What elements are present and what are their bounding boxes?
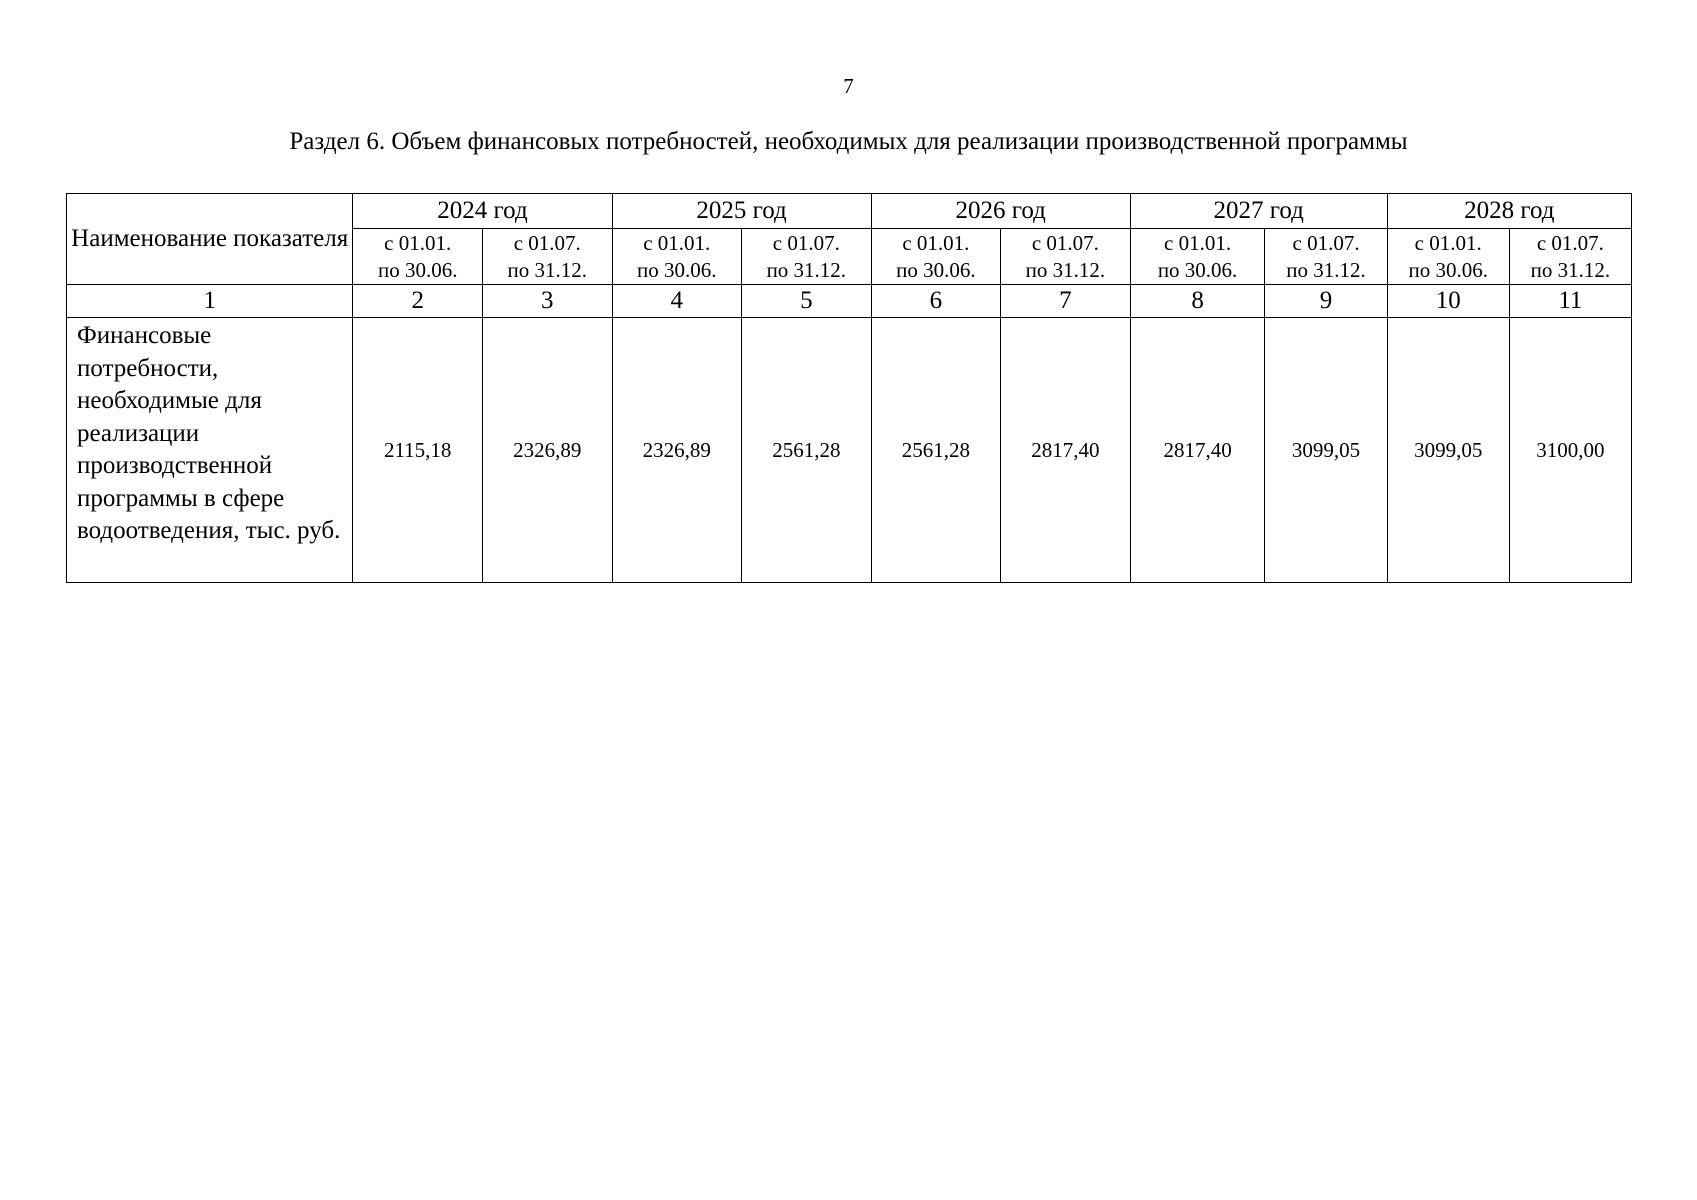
period-to: по 30.06.: [1408, 257, 1488, 282]
period-to: по 30.06.: [377, 257, 458, 282]
value-cell: 3100,00: [1509, 318, 1631, 583]
year-header-2027: 2027 год: [1130, 194, 1387, 229]
year-header-2025: 2025 год: [612, 194, 871, 229]
section-title: Раздел 6. Объем финансовых потребностей, необходимых для реализации производственной программы: [289, 128, 1408, 155]
period-header: [1265, 229, 1387, 285]
period-from: с 01.07.: [513, 230, 581, 255]
column-number: 2: [353, 285, 483, 318]
column-number: 11: [1509, 285, 1631, 318]
column-number: 5: [742, 285, 872, 318]
page-number: 7: [843, 74, 854, 98]
year-header-2028: 2028 год: [1387, 194, 1631, 229]
period-from: с 01.07.: [1031, 230, 1099, 255]
indicator-name-cell: Финансовые потребности, необходимые для реализации производственной программы в сфере водоотведения, тыс. руб.: [67, 318, 353, 583]
financial-needs-table: [66, 193, 1632, 583]
value-cell: 2326,89: [612, 318, 742, 583]
period-from: с 01.01.: [384, 230, 452, 255]
value-cell: 3099,05: [1387, 318, 1509, 583]
value-cell: 2561,28: [742, 318, 872, 583]
column-number: 8: [1130, 285, 1265, 318]
column-number: 9: [1265, 285, 1387, 318]
column-number: 10: [1387, 285, 1509, 318]
period-to: по 31.12.: [507, 257, 587, 282]
period-header: [1130, 229, 1265, 285]
table-row: [67, 318, 1632, 583]
period-header: [482, 229, 612, 285]
period-to: по 30.06.: [637, 257, 717, 282]
period-header: [742, 229, 872, 285]
value-cell: 2561,28: [871, 318, 1001, 583]
value-cell: 2817,40: [1130, 318, 1265, 583]
period-from: с 01.07.: [1536, 230, 1604, 255]
period-to: по 31.12.: [766, 257, 847, 282]
column-header-indicator-name: Наименование показателя: [67, 194, 353, 285]
period-header: [1387, 229, 1509, 285]
period-header: [353, 229, 483, 285]
period-to: по 31.12.: [1025, 257, 1106, 282]
period-to: по 30.06.: [896, 257, 976, 282]
period-from: с 01.01.: [643, 230, 711, 255]
column-number: 4: [612, 285, 742, 318]
value-cell: 2115,18: [353, 318, 483, 583]
period-from: с 01.01.: [1164, 230, 1232, 255]
value-cell: 2326,89: [482, 318, 612, 583]
period-to: по 31.12.: [1530, 257, 1611, 282]
column-number: 1: [67, 285, 353, 318]
value-cell: 3099,05: [1265, 318, 1387, 583]
period-from: с 01.01.: [902, 230, 970, 255]
period-from: с 01.01.: [1414, 230, 1482, 255]
period-to: по 31.12.: [1286, 257, 1366, 282]
value-cell: 2817,40: [1001, 318, 1131, 583]
column-number-row: [67, 285, 1632, 318]
period-to: по 30.06.: [1157, 257, 1238, 282]
column-number: 3: [482, 285, 612, 318]
year-header-2024: 2024 год: [353, 194, 612, 229]
period-header: [612, 229, 742, 285]
period-header: [871, 229, 1001, 285]
period-header: [1509, 229, 1631, 285]
column-number: 7: [1001, 285, 1131, 318]
period-from: с 01.07.: [1292, 230, 1360, 255]
year-header-2026: 2026 год: [871, 194, 1130, 229]
column-number: 6: [871, 285, 1001, 318]
period-from: с 01.07.: [772, 230, 840, 255]
period-header: [1001, 229, 1131, 285]
